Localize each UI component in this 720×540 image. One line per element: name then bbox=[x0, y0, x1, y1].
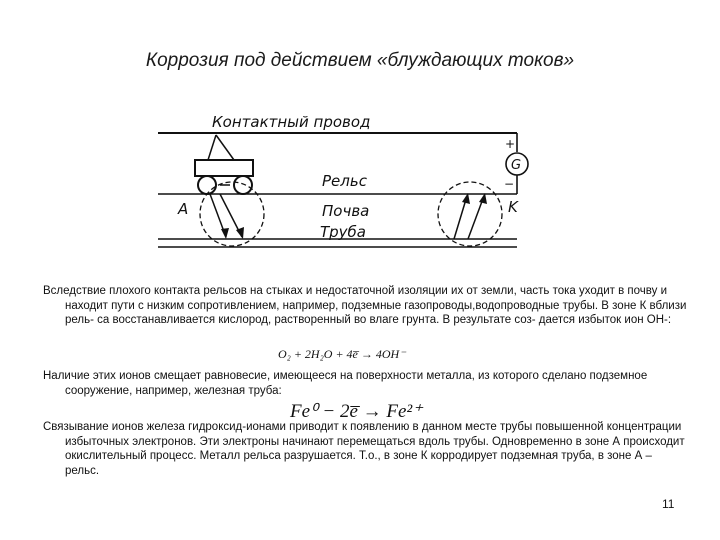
equation-iron-oxidation: Fe⁰ − 2e̅ → Fe²⁺ bbox=[290, 401, 423, 422]
generator-label: G bbox=[511, 158, 522, 173]
tram-wheel-left bbox=[198, 176, 216, 194]
pantograph-left bbox=[208, 135, 216, 160]
stray-current-diagram bbox=[150, 100, 540, 275]
generator-plus: + bbox=[505, 137, 516, 151]
tram-body bbox=[195, 160, 253, 176]
pipe-label: Труба bbox=[320, 223, 367, 241]
tram-wheel-right bbox=[234, 176, 252, 194]
wire-label: Контактный провод bbox=[212, 113, 371, 131]
pantograph-right bbox=[216, 135, 234, 160]
generator-minus: − bbox=[504, 177, 515, 191]
zone-k-label: K bbox=[508, 198, 518, 216]
soil-label: Почва bbox=[322, 202, 370, 220]
paragraph-3: Связывание ионов железа гидроксид-ионами приводит к появлению в данном месте трубы повышенной концентрации избыточных электронов. Эти электроны начинают перемещаться вдоль трубы. Одновременно в зоне А происходит окислительный процесс. Металл рельса разрушается. Т.о., в зоне К корродирует подземная труба, в зоне А – рельс. bbox=[43, 421, 685, 477]
page-number: 11 bbox=[662, 497, 675, 511]
zone-k-circle bbox=[438, 182, 502, 246]
equation-oxygen-reduction: O₂ + 2H₂O + 4e̅ → 4OH⁻ bbox=[278, 347, 406, 361]
paragraph-1: Вследствие плохого контакта рельсов на стыках и недостаточной изоляции их от земли, часть тока уходит в почву и находит пути с низким сопротивлением, например, подземные газопроводы,водопроводные трубы. В зоне К вблизи рель- са восстанавливается кислород, растворенный во влаге грунта. В результате соз- дается избыток ион ОН-: bbox=[43, 285, 687, 327]
rail-label: Рельс bbox=[322, 172, 367, 190]
paragraph-2: Наличие этих ионов смещает равновесие, имеющееся на поверхности металла, из которого сделано подземное сооружение, например, железная труба: bbox=[43, 370, 648, 397]
zone-a-label: A bbox=[178, 200, 189, 218]
zone-a-arrowhead-1 bbox=[221, 228, 229, 239]
slide-title: Коррозия под действием «блуждающих токов» bbox=[145, 50, 575, 71]
